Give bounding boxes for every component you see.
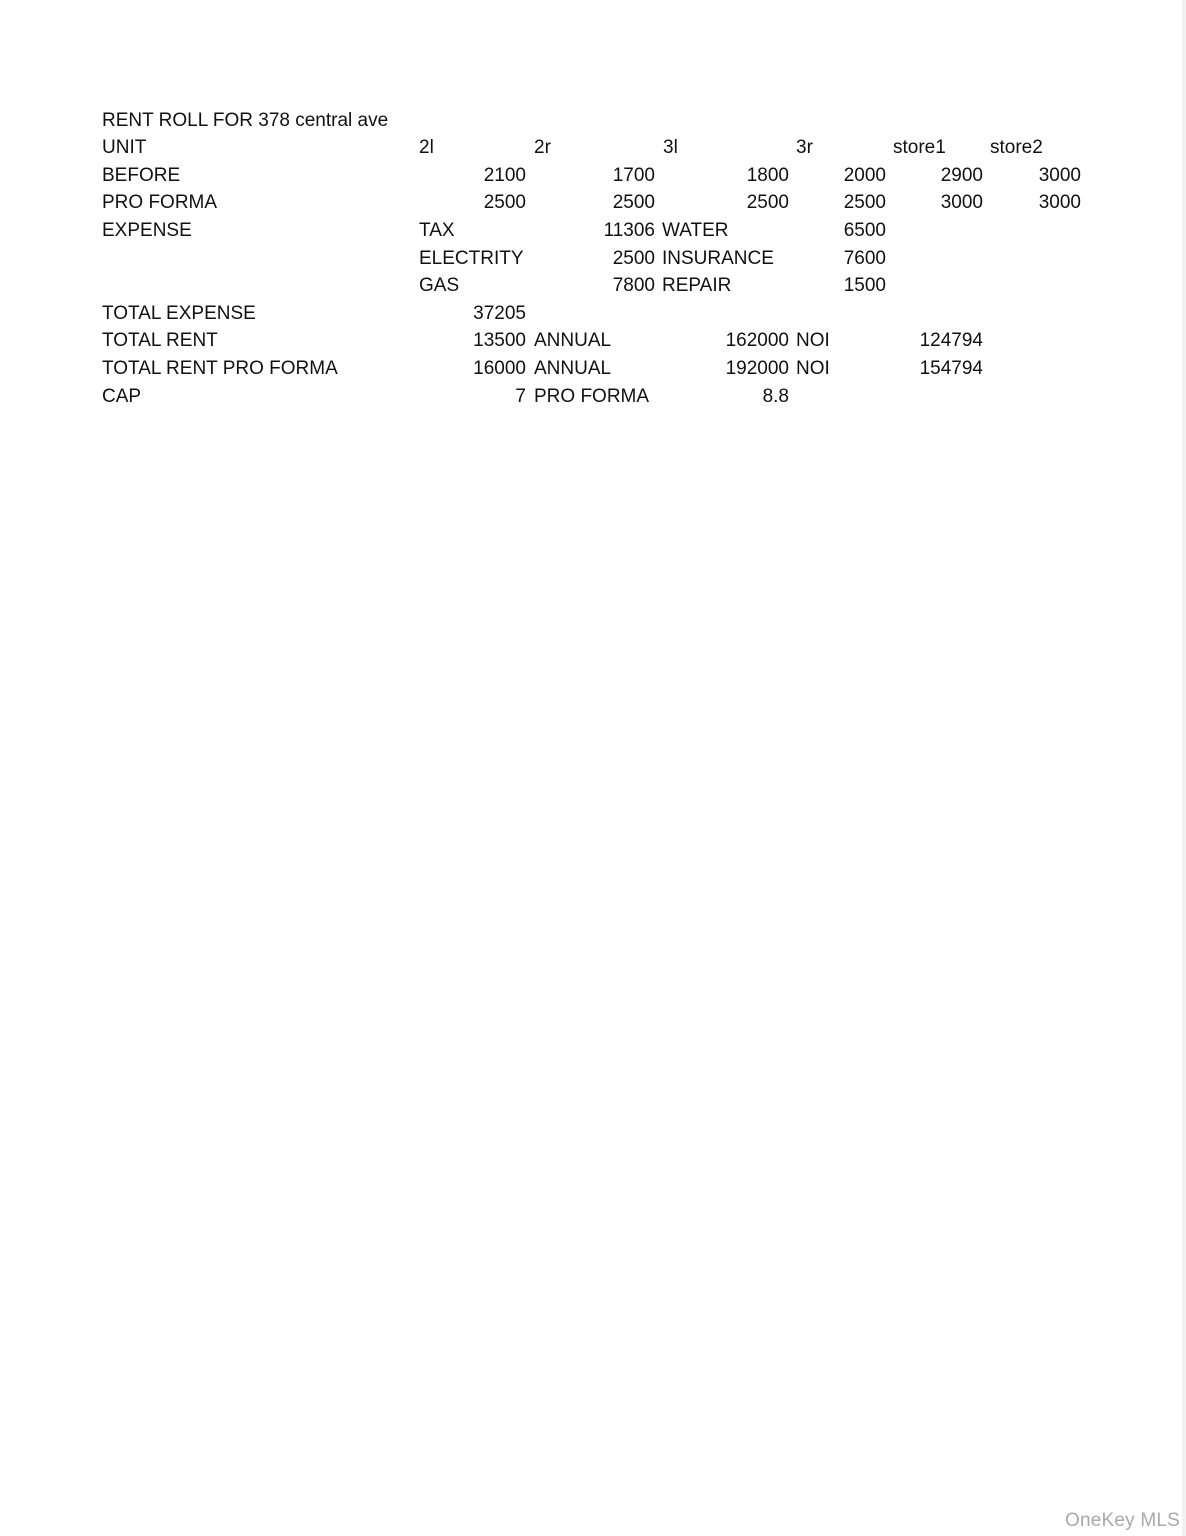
total-expense-value: 37205 [473, 303, 526, 324]
unit-header: store2 [990, 137, 1043, 158]
expense-value: 2500 [612, 248, 655, 269]
rent-cell: 2100 [483, 165, 526, 186]
rent-cell: 3000 [940, 192, 983, 213]
sheet-title: RENT ROLL FOR 378 central ave [102, 110, 389, 131]
expense-value: 7600 [843, 248, 886, 269]
page-edge-shade [1182, 0, 1186, 1536]
expense-value: 11306 [603, 220, 655, 241]
rent-cell: 1800 [746, 165, 789, 186]
noi-label: NOI [796, 358, 830, 379]
row-label-total-rent-pro-forma: TOTAL RENT PRO FORMA [102, 358, 338, 379]
rent-cell: 2500 [612, 192, 655, 213]
expense-name: INSURANCE [662, 248, 774, 269]
row-label-pro-forma: PRO FORMA [102, 192, 218, 213]
annual-value: 162000 [725, 330, 789, 351]
expense-name: GAS [419, 275, 460, 296]
rent-cell: 2500 [843, 192, 886, 213]
row-label-expense: EXPENSE [102, 220, 192, 241]
pro-forma-label: PRO FORMA [534, 386, 650, 407]
expense-value: 1500 [843, 275, 886, 296]
rent-cell: 2900 [940, 165, 983, 186]
total-rent-pro-forma-value: 16000 [473, 358, 526, 379]
row-label-cap: CAP [102, 386, 142, 407]
unit-header: store1 [893, 137, 946, 158]
expense-name: TAX [419, 220, 455, 241]
unit-header: 3l [663, 137, 678, 158]
expense-name: WATER [662, 220, 729, 241]
rent-cell: 2500 [746, 192, 789, 213]
noi-value: 124794 [919, 330, 983, 351]
annual-value: 192000 [725, 358, 789, 379]
expense-name: ELECTRITY [419, 248, 524, 269]
expense-value: 7800 [612, 275, 655, 296]
pro-forma-cap-value: 8.8 [762, 386, 789, 407]
total-rent-value: 13500 [473, 330, 526, 351]
rent-cell: 3000 [1038, 192, 1081, 213]
watermark: OneKey MLS [1065, 1510, 1180, 1531]
expense-name: REPAIR [662, 275, 732, 296]
annual-label: ANNUAL [534, 358, 612, 379]
expense-value: 6500 [843, 220, 886, 241]
cap-value: 7 [515, 386, 526, 407]
rent-cell: 1700 [612, 165, 655, 186]
annual-label: ANNUAL [534, 330, 612, 351]
unit-header: 2l [419, 137, 434, 158]
rent-cell: 2000 [843, 165, 886, 186]
row-label-unit: UNIT [102, 137, 147, 158]
row-label-total-rent: TOTAL RENT [102, 330, 218, 351]
rent-cell: 3000 [1038, 165, 1081, 186]
unit-header: 2r [534, 137, 551, 158]
noi-label: NOI [796, 330, 830, 351]
row-label-before: BEFORE [102, 165, 181, 186]
unit-header: 3r [796, 137, 813, 158]
rent-cell: 2500 [483, 192, 526, 213]
row-label-total-expense: TOTAL EXPENSE [102, 303, 256, 324]
noi-value: 154794 [919, 358, 983, 379]
